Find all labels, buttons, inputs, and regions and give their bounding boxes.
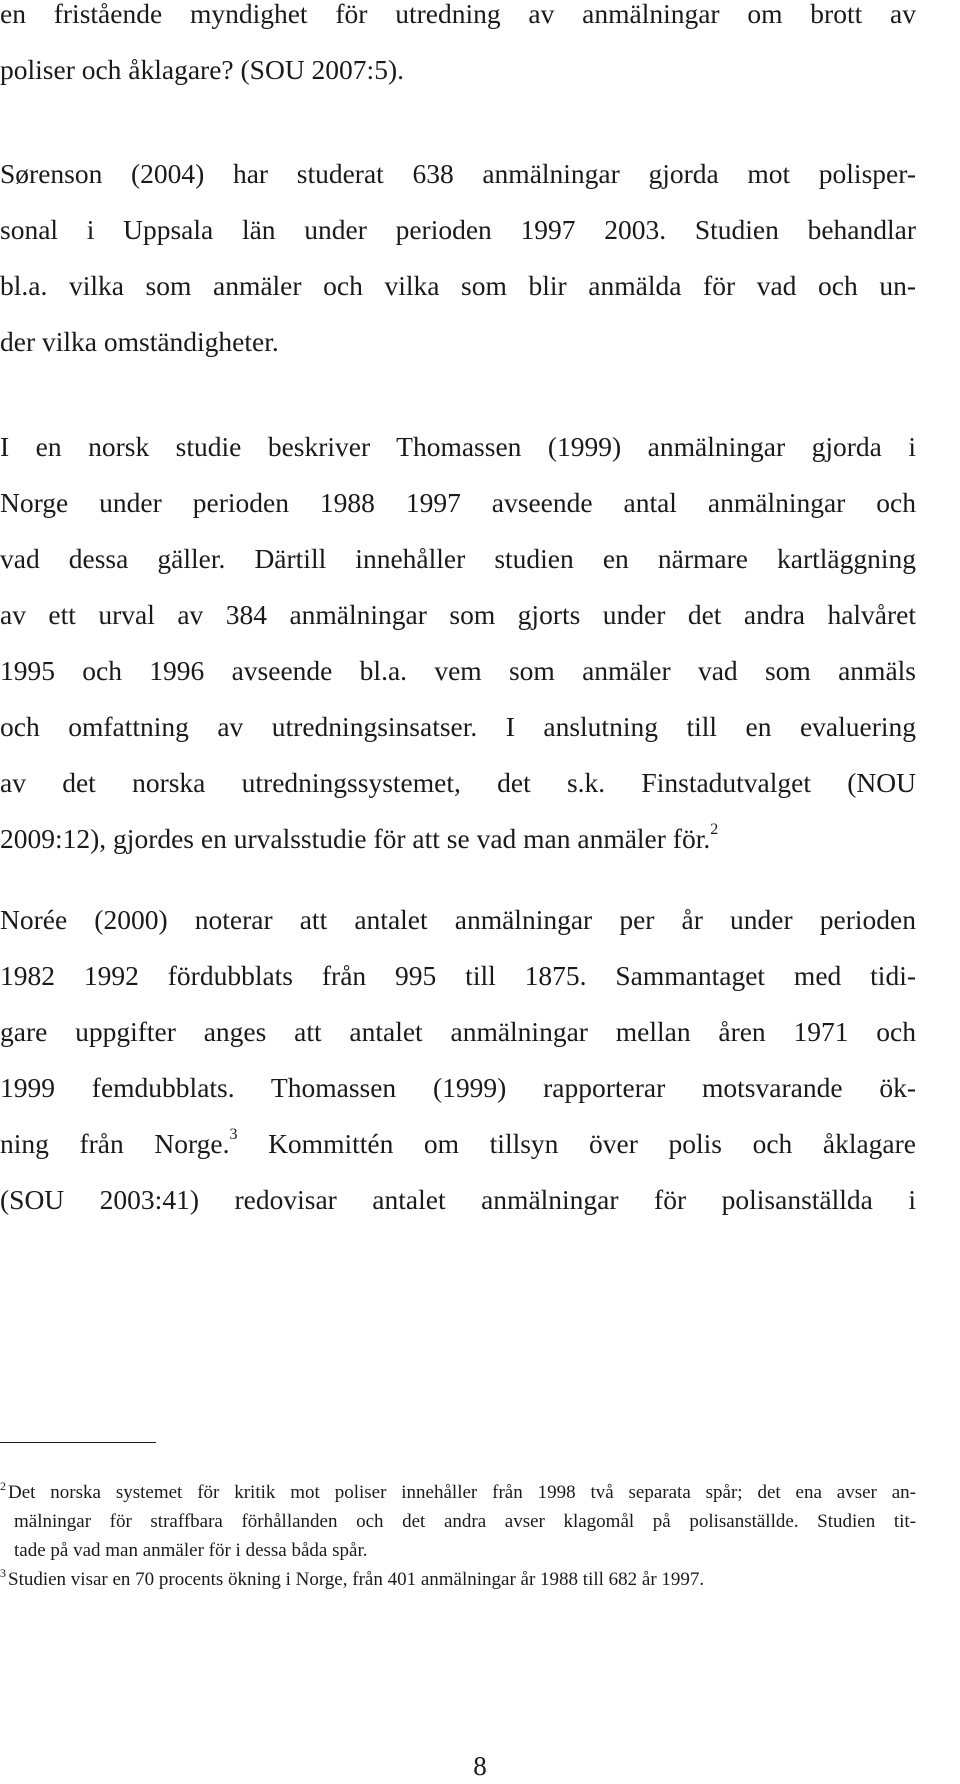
text-line: av ett urval av 384 anmälningar som gjorts under det andra halvåret [0,599,916,630]
text-line: gare uppgifter anges att antalet anmälningar mellan åren 1971 och [0,1016,916,1047]
footnote-mark: 2 [0,1479,6,1493]
footnote-line: mälningar för straffbara förhållanden och det andra avser klagomål på polisanställde. Studien tit- [14,1511,916,1532]
text-fragment: 2009:12), gjordes en urvalsstudie för att se vad man anmäler för. [0,823,711,854]
text-line: Norge under perioden 1988 1997 avseende antal anmälningar och [0,487,916,518]
text-fragment: ning från Norge. [0,1128,230,1159]
footnote-line [0,1565,916,1594]
footnote-line: tade på vad man anmäler för i dessa båda spår. [14,1540,368,1561]
footnote-text: Det norska systemet för kritik mot poliser innehåller från 1998 två separata spår; det ena avser an- [8,1482,916,1503]
text-line: 1982 1992 fördubblats från 995 till 1875. Sammantaget med tidi- [0,960,916,991]
text-line: en fristående myndighet för utredning av anmälningar om brott av [0,0,916,29]
footnote-separator [0,1442,156,1443]
footnote-text: Studien visar en 70 procents ökning i Norge, från 401 anmälningar år 1988 till 682 år 1997. [8,1569,705,1590]
paragraph [0,146,916,370]
paragraph [0,419,916,867]
text-line: (SOU 2003:41) redovisar antalet anmälningar för polisanställda i [0,1184,916,1215]
text-line: Sørenson (2004) har studerat 638 anmälningar gjorda mot polisper- [0,158,916,189]
footnote-mark: 3 [0,1566,6,1580]
footnote-reference[interactable]: 3 [229,1126,238,1143]
footnotes [0,1478,916,1594]
page-number: 8 [473,1751,487,1781]
text-line-with-footnote [0,811,916,867]
text-line: vad dessa gäller. Därtill innehåller studien en närmare kartläggning [0,543,916,574]
text-line: Norée (2000) noterar att antalet anmälningar per år under perioden [0,904,916,935]
text-line-with-footnote [0,1116,916,1172]
text-line: av det norska utredningssystemet, det s.k. Finstadutvalget (NOU [0,767,916,798]
text-line: 1999 femdubblats. Thomassen (1999) rapporterar motsvarande ök- [0,1072,916,1103]
footnote-line [0,1478,916,1507]
text-fragment: Kommittén om tillsyn över polis och åklagare [237,1128,916,1159]
footnote-reference[interactable]: 2 [710,821,719,838]
text-line: bl.a. vilka som anmäler och vilka som blir anmälda för vad och un- [0,270,916,301]
footnote [0,1478,916,1565]
text-line: der vilka omständigheter. [0,326,279,357]
paragraph [0,0,916,98]
footnote [0,1565,916,1594]
text-line: 1995 och 1996 avseende bl.a. vem som anmäler vad som anmäls [0,655,916,686]
text-line: I en norsk studie beskriver Thomassen (1999) anmälningar gjorda i [0,431,916,462]
text-line: och omfattning av utredningsinsatser. I anslutning till en evaluering [0,711,916,742]
text-line: poliser och åklagare? (SOU 2007:5). [0,54,404,85]
text-line: sonal i Uppsala län under perioden 1997 2003. Studien behandlar [0,214,916,245]
paragraph [0,892,916,1228]
